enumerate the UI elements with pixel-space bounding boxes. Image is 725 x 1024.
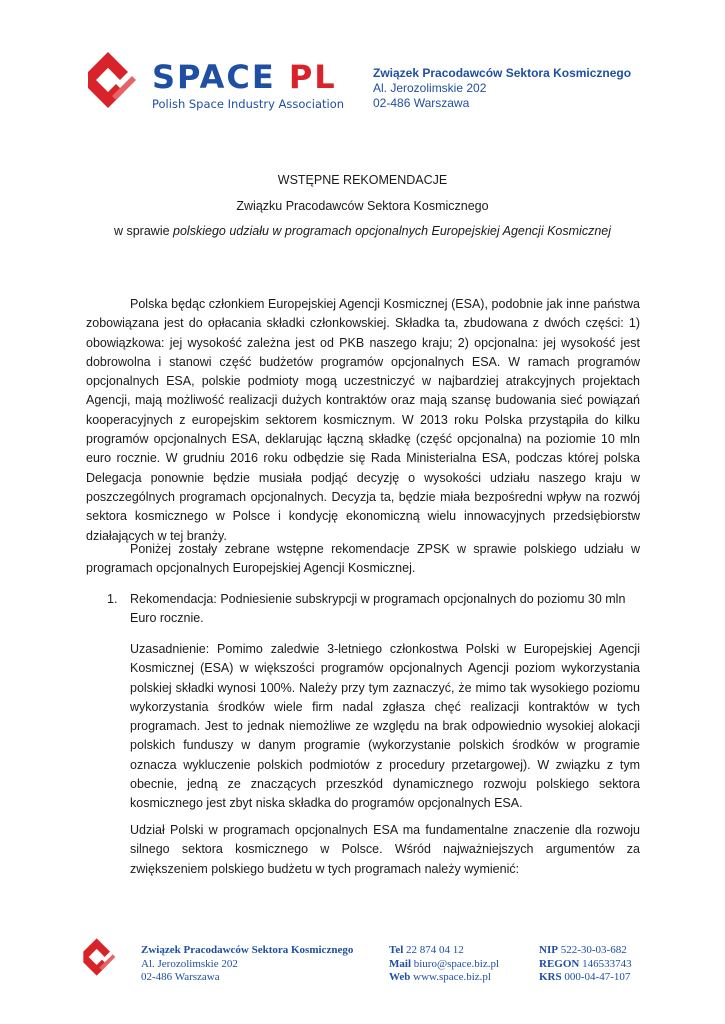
- paragraph-summary: Poniżej zostały zebrane wstępne rekomendacje ZPSK w sprawie polskiego udziału w programach opcjonalnych Europejskiej Agencji Kosmicznej.: [86, 542, 640, 576]
- list-item-number: 1.: [107, 592, 118, 606]
- doc-subject-italic: polskiego udziału w programach opcjonalnych Europejskiej Agencji Kosmicznej: [173, 224, 611, 238]
- doc-subject: [0, 224, 725, 238]
- footer-street: Al. Jerozolimskie 202: [141, 957, 238, 970]
- footer-regon: 146533743: [582, 957, 632, 970]
- paragraph-arguments: Udział Polski w programach opcjonalnych ESA ma fundamentalne znaczenie dla rozwoju silnego sektora kosmicznego w Polsce. Wśród najważniejszych argumentów za zwiększeniem polskiego budżetu w tych programach należy wymienić:: [130, 823, 640, 876]
- footer-krs: 000-04-47-107: [564, 971, 631, 983]
- footer-web[interactable]: www.space.biz.pl: [413, 971, 491, 983]
- header-org-name: Związek Pracodawców Sektora Kosmicznego: [373, 66, 632, 80]
- footer-regon-label: REGON: [539, 957, 580, 970]
- footer-contact: [389, 944, 499, 985]
- logo-tagline: Polish Space Industry Association: [152, 97, 345, 111]
- footer-registry: [539, 944, 632, 985]
- footer-logo-icon: [82, 937, 122, 977]
- footer-nip: 522-30-03-682: [560, 944, 627, 956]
- footer-nip-label: NIP: [539, 944, 558, 956]
- footer-city: 02-486 Warszawa: [141, 971, 220, 983]
- logo-wordmark: SPACE PL: [152, 58, 337, 96]
- paragraph-justification: Uzasadnienie: Pomimo zaledwie 3-letniego członkostwa Polski w Europejskiej Agencji Kosmicznej (ESA) w większości programów opcjonalnych Agencji poziom wykorzystania polskiej składki wynosi 100%. Należy przy tym zaznaczyć, że mimo tak wysokiego poziomu wykorzystania środków wiele firm nadal zgłasza chęć realizacji kontraktów w tych programach. Jest to jednak niemożliwe ze względu na brak odpowiednio wysokiej alokacji polskich funduszy w danym programie (wykorzystanie polskich środków w programie oznacza wykluczenie polskich podmiotów z procedury przetargowej). W związku z tym obecnie, jedną ze znaczących przeszkód dynamicznego rozwoju polskiego sektora kosmicznego jest zbyt niska składka do programów opcjonalnych ESA.: [130, 642, 640, 811]
- spacepl-logo-icon: [86, 50, 146, 110]
- header-city: 02-486 Warszawa: [373, 96, 470, 110]
- header-street: Al. Jerozolimskie 202: [373, 81, 487, 95]
- footer-web-label: Web: [389, 971, 411, 983]
- footer-org-name: Związek Pracodawców Sektora Kosmicznego: [141, 944, 354, 956]
- footer-tel-label: Tel: [389, 944, 404, 956]
- footer-mail[interactable]: biuro@space.biz.pl: [413, 957, 500, 970]
- footer-krs-label: KRS: [539, 971, 562, 983]
- paragraph-intro: Polska będąc członkiem Europejskiej Agencji Kosmicznej (ESA), podobnie jak inne państwa zobowiązana jest do opłacania składki członkowskiej. Składka ta, zbudowana z dwóch części: 1) obowiązkowa: jej wysokość zależna jest od PKB naszego kraju; 2) opcjonalna: jej wysokość jest dobrowolna i stanowi część budżetów programów opcjonalnych ESA. W ramach programów opcjonalnych ESA, polskie podmioty mogą uczestniczyć w najbardziej atrakcyjnych projektach Agencji, mają możliwość realizacji dużych kontraktów oraz mają szansę budowania sieć powiązań kooperacyjnych z europejskim sektorem kosmicznym. W 2013 roku Polska przystąpiła do kilku programów opcjonalnych ESA, deklarując łączną składkę (część opcjonalna) na poziomie 10 mln euro rocznie. W grudniu 2016 roku odbędzie się Rada Ministerialna ESA, podczas której polska Delegacja ponownie będzie musiała podjąć decyzję o wysokości udziału naszego kraju w poszczególnych programach opcjonalnych. Decyzja ta, będzie miała bezpośredni wpływ na rozwój sektora kosmicznego w Polsce i kondycję ekonomiczną wielu innowacyjnych przedsiębiorstw działających w tej branży.: [86, 297, 640, 543]
- doc-title: WSTĘPNE REKOMENDACJE: [277, 173, 448, 187]
- footer-address: [141, 944, 353, 985]
- list-item-text: Rekomendacja: Podniesienie subskrypcji w programach opcjonalnych do poziomu 30 mln Euro rocznie.: [130, 592, 626, 626]
- footer-tel: 22 874 04 12: [406, 944, 464, 956]
- doc-subject-prefix: w sprawie: [113, 224, 174, 238]
- footer-mail-label: Mail: [389, 957, 411, 970]
- header-address: [373, 66, 631, 111]
- doc-subtitle: Związku Pracodawców Sektora Kosmicznego: [236, 199, 489, 213]
